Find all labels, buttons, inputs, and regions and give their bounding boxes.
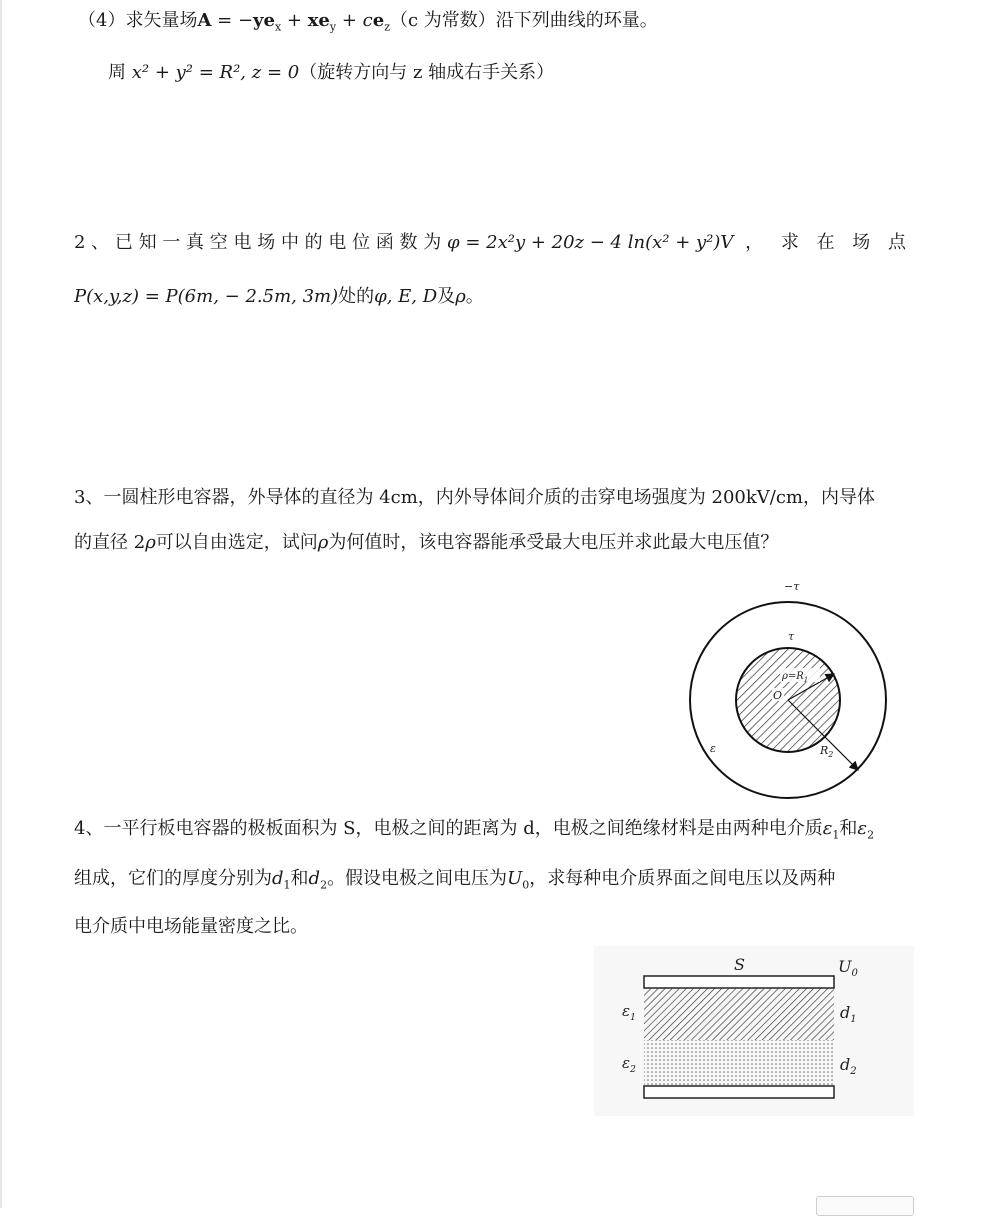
label-u0: $U_0$ [838, 957, 858, 979]
label-neg-tau: −τ [784, 580, 800, 593]
page-edge [0, 0, 2, 1208]
dielectric-layer-2 [644, 1040, 834, 1086]
dielectric-layer-1 [644, 988, 834, 1040]
parallel-plate-capacitor-figure [594, 946, 914, 1116]
q3-line1: 3、一圆柱形电容器，外导体的直径为 4cm，内外导体间介质的击穿电场强度为 200kV/cm，内导体 [74, 487, 875, 508]
q1-4-curve: 周 x² + y² = R², z = 0（旋转方向与 z 轴成右手关系） [108, 62, 555, 83]
bottom-plate [644, 1086, 834, 1098]
q2-line2: P(x,y,z) = P(6m, − 2.5m, 3m)处的φ, E, D及ρ。 [74, 286, 484, 307]
q4-line1: 4、一平行板电容器的极板面积为 S，电极之间的距离为 d，电极之间绝缘材料是由两种电介质$\varepsilon_1$和$\varepsilon_2$ [74, 818, 875, 842]
label-d1: $d_1$ [840, 1003, 857, 1025]
page-footer-widget[interactable] [816, 1196, 914, 1216]
label-tau: τ [788, 630, 795, 643]
label-area-s: S [734, 955, 745, 974]
label-d2: $d_2$ [840, 1055, 857, 1077]
label-origin: O [773, 689, 783, 702]
label-eps1: $\varepsilon_1$ [622, 1002, 636, 1023]
q3-line2: 的直径 2ρ可以自由选定，试问ρ为何值时，该电容器能承受最大电压并求此最大电压值？ [74, 532, 779, 553]
q1-4-statement: （4）求矢量场$A = -ye_x + xe_y + ce_z(c$ 为常数）沿下列曲线的环量。 [78, 10, 658, 34]
q4-line3: 电介质中电场能量密度之比。 [74, 916, 308, 937]
top-plate [644, 976, 834, 988]
label-epsilon: ε [710, 742, 716, 755]
label-rho-r1: $\rho=R_1$ [782, 671, 809, 684]
q4-line2: 组成，它们的厚度分别为$d_1$和$d_2$。假设电极之间电压为$U_0$，求每种电介质界面之间电压以及两种 [74, 868, 836, 892]
label-eps2: $\varepsilon_2$ [622, 1054, 636, 1075]
q2-line1: 2 、 已 知 一 真 空 电 场 中 的 电 位 函 数 为 φ = 2x²y + 20z − 4 ln(x² + y²)V ， 求 在 场 点 [74, 232, 913, 253]
cylindrical-capacitor-figure [680, 570, 900, 810]
label-r2: $R_2$ [820, 744, 834, 759]
